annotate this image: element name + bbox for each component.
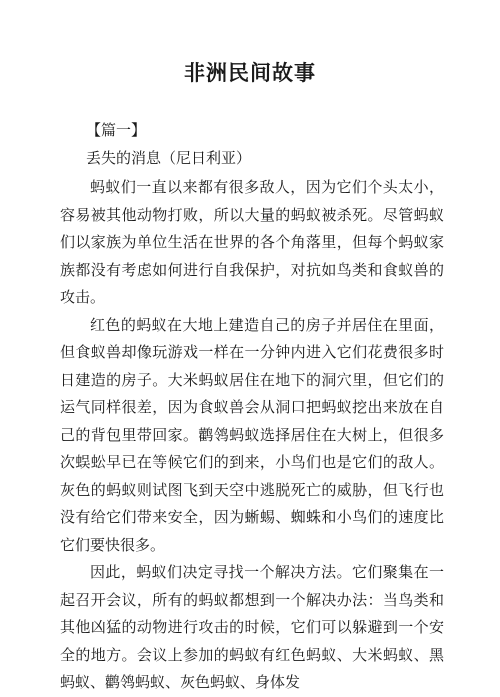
document-title: 非洲民间故事 xyxy=(184,61,316,85)
paragraph: 红色的蚂蚁在大地上建造自己的房子并居住在里面，但食蚁兽却像玩游戏一样在一分钟内进入它们花费很多时日建造的房子。大米蚂蚁居住在地下的洞穴里，但它们的运气同样很差，因为食蚁兽会从洞口把蚂蚁挖出来放在自己的背包里带回家。鹳鸰蚂蚁选择居住在大树上，但很多次蜈蚣早已在等候它们的到来，小鸟们也是它们的敌人。灰色的蚂蚁则试图飞到天空中逃脱死亡的威胁，但飞行也没有给它们带来安全，因为蜥蜴、蜘蛛和小鸟们的速度比它们要快很多。 xyxy=(60,315,444,554)
paragraph: 蚂蚁们一直以来都有很多敌人，因为它们个头太小，容易被其他动物打败，所以大量的蚂蚁被杀死。尽管蚂蚁们以家族为单位生活在世界的各个角落里，但每个蚂蚁家族都没有考虑如何进行自我保护，对抗如鸟类和食蚁兽的攻击。 xyxy=(60,178,444,306)
section-label: 【篇一】 xyxy=(86,121,147,139)
story-body xyxy=(60,174,444,697)
story-subtitle: 丢失的消息（尼日利亚） xyxy=(86,149,252,167)
paragraph: 因此，蚂蚁们决定寻找一个解决方法。它们聚集在一起召开会议，所有的蚂蚁都想到一个解决办法：当鸟类和其他凶猛的动物进行攻击的时候，它们可以躲避到一个安全的地方。会议上参加的蚂蚁有红色蚂蚁、大米蚂蚁、黑蚂蚁、鹳鸰蚂蚁、灰色蚂蚁、身体发 xyxy=(60,563,444,691)
